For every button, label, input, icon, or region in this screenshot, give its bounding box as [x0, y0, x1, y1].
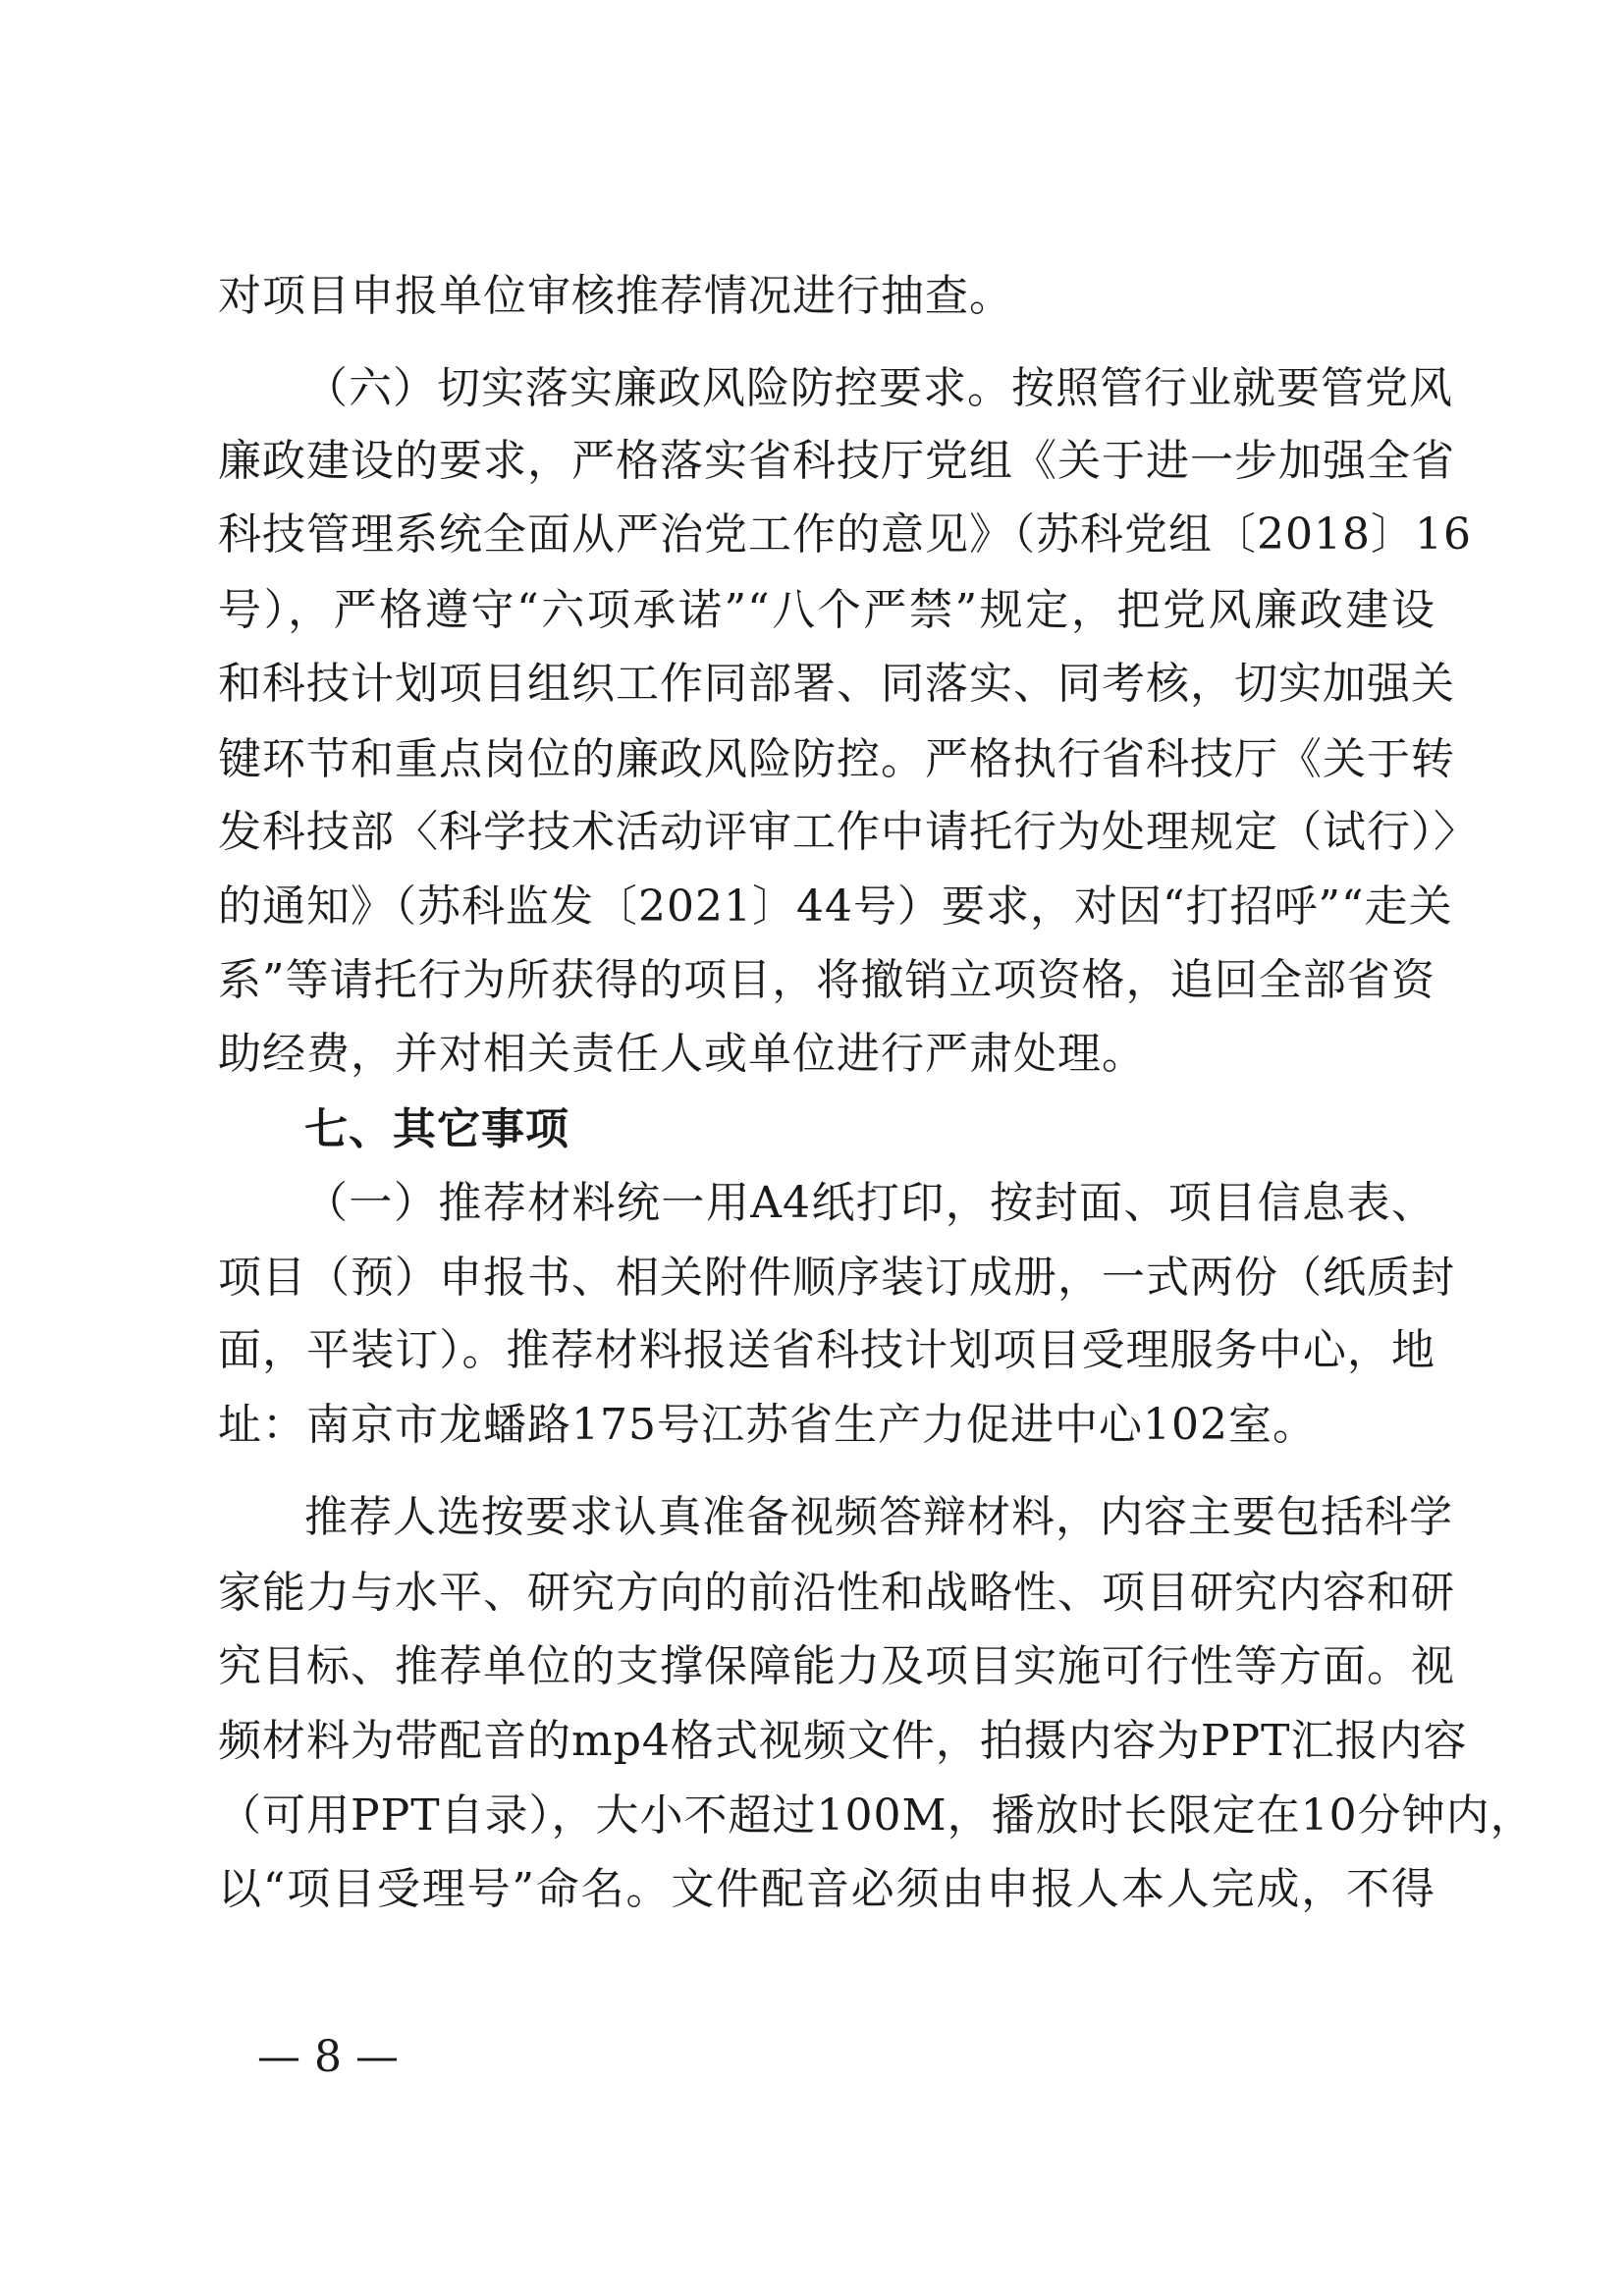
- paragraph-line: 系”等请托行为所获得的项目，将撤销立项资格，追回全部省资: [218, 955, 1435, 1005]
- paragraph-line: 和科技计划项目组织工作同部署、同落实、同考核，切实加强关: [218, 659, 1455, 709]
- paragraph-line: 究目标、推荐单位的支撑保障能力及项目实施可行性等方面。视: [218, 1641, 1455, 1691]
- paragraph-line: 推荐人选按要求认真准备视频答辩材料，内容主要包括科学: [304, 1492, 1453, 1542]
- section-heading: 七、其它事项: [304, 1104, 569, 1154]
- paragraph-line: 廉政建设的要求，严格落实省科技厅党组《关于进一步加强全省: [218, 436, 1455, 486]
- paragraph-line: 号），严格遵守“六项承诺”“八个严禁”规定，把党风廉政建设: [218, 585, 1435, 635]
- paragraph-line: （可用PPT自录），大小不超过100M，播放时长限定在10分钟内，: [218, 1790, 1535, 1841]
- paragraph-line: 的通知》（苏科监发〔2021〕44号）要求，对因“打招呼”“走关: [218, 881, 1453, 932]
- paragraph-line: 项目（预）申报书、相关附件顺序装订成册，一式两份（纸质封: [218, 1253, 1455, 1303]
- page-number: — 8 —: [257, 2032, 399, 2082]
- paragraph-line: 科技管理系统全面从严治党工作的意见》（苏科党组〔2018〕16: [218, 509, 1472, 560]
- paragraph-line: 发科技部〈科学技术活动评审工作中请托行为处理规定（试行）〉: [218, 807, 1478, 857]
- paragraph-line: 助经费，并对相关责任人或单位进行严肃处理。: [218, 1029, 1146, 1079]
- paragraph-line: 面，平装订）。推荐材料报送省科技计划项目受理服务中心，地: [218, 1325, 1435, 1375]
- paragraph-line: 家能力与水平、研究方向的前沿性和战略性、项目研究内容和研: [218, 1568, 1455, 1618]
- paragraph-line: （一）推荐材料统一用A4纸打印，按封面、项目信息表、: [304, 1178, 1435, 1228]
- paragraph-line: （六）切实落实廉政风险防控要求。按照管行业就要管党风: [304, 363, 1453, 413]
- paragraph-line: 以“项目受理号”命名。文件配音必须由申报人本人完成，不得: [218, 1864, 1435, 1914]
- paragraph-line: 址：南京市龙蟠路175号江苏省生产力促进中心102室。: [218, 1400, 1317, 1450]
- paragraph-line: 对项目申报单位审核推荐情况进行抽查。: [218, 271, 1013, 321]
- paragraph-line: 键环节和重点岗位的廉政风险防控。严格执行省科技厅《关于转: [218, 734, 1455, 784]
- paragraph-line: 频材料为带配音的mp4格式视频文件，拍摄内容为PPT汇报内容: [218, 1716, 1468, 1766]
